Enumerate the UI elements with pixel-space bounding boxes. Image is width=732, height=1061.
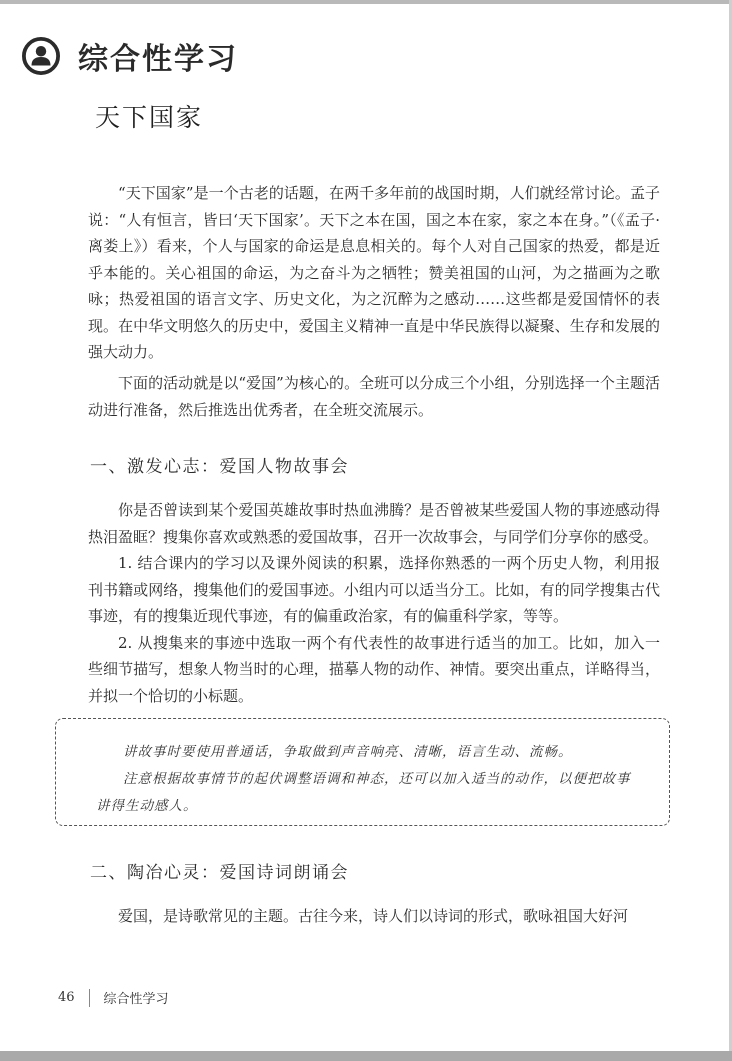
- section1-step-1: 1. 结合课内的学习以及课外阅读的积累，选择你熟悉的一两个历史人物，利用报刊书籍或网络，搜集他们的爱国事迹。小组内可以适当分工。比如，有的同学搜集古代事迹，有的搜集近现代事迹，有的偏重政治家，有的偏重科学家，等等。: [88, 554, 660, 625]
- page-footer: [58, 988, 169, 1007]
- intro-paragraph: “天下国家”是一个古老的话题，在两千多年前的战国时期，人们就经常讨论。孟子说：“人有恒言，皆曰‘天下国家’。天下之本在国，国之本在家，家之本在身。”（《孟子·离娄上》）看来，个人与国家的命运是息息相关的。每个人对自己国家的热爱，都是近乎本能的。关心祖国的命运，为之奋斗为之牺牲；赞美祖国的山河，为之描画为之歌咏；热爱祖国的语言文字、历史文化，为之沉醉为之感动……这些都是爱国情怀的表现。在中华文明悠久的历史中，爱国主义精神一直是中华民族得以凝聚、生存和发展的强大动力。: [88, 184, 660, 361]
- section1-step-2: 2. 从搜集来的事迹中选取一两个有代表性的故事进行适当的加工。比如，加入一些细节描写，想象人物当时的心理，描摹人物的动作、神情。要突出重点，详略得当，并拟一个恰切的小标题。: [88, 633, 660, 705]
- tip-text: [96, 739, 636, 820]
- section-title: 综合性学习: [78, 42, 238, 77]
- section1-paragraph: 你是否曾读到某个爱国英雄故事时热血沸腾？是否曾被某些爱国人物的事迹感动得热泪盈眶？搜集你喜欢或熟悉的爱国故事，召开一次故事会，与同学们分享你的感受。: [88, 501, 660, 546]
- page-number: 46: [58, 990, 75, 1005]
- footer-label: 综合性学习: [103, 992, 169, 1007]
- tip-line: 注意根据故事情节的起伏调整语调和神态，还可以加入适当的动作，以便把故事讲得生动感人。: [96, 771, 631, 814]
- page-title: 天下国家: [95, 103, 204, 132]
- page-top-border: [0, 0, 732, 4]
- footer-divider: [89, 989, 90, 1007]
- section2-body: [88, 903, 660, 930]
- section1-body: [88, 497, 660, 709]
- intro-paragraph-block: [88, 180, 660, 366]
- intro-activity-paragraph: 下面的活动就是以“爱国”为核心的。全班可以分成三个小组，分别选择一个主题活动进行准备，然后推选出优秀者，在全班交流展示。: [88, 374, 660, 419]
- section2-paragraph: 爱国，是诗歌常见的主题。古往今来，诗人们以诗词的形式，歌咏祖国大好河: [118, 907, 629, 925]
- section1-heading: 一、激发心志：爱国人物故事会: [90, 457, 349, 477]
- page-bottom-border: [0, 1051, 732, 1061]
- section2-heading: 二、陶冶心灵：爱国诗词朗诵会: [90, 863, 349, 883]
- person-badge-icon: [22, 37, 60, 75]
- tip-box: [55, 718, 670, 826]
- tip-line: 讲故事时要使用普通话，争取做到声音响亮、清晰，语言生动、流畅。: [123, 744, 573, 760]
- intro-activity-paragraph-block: [88, 370, 660, 423]
- section-header: [22, 34, 238, 78]
